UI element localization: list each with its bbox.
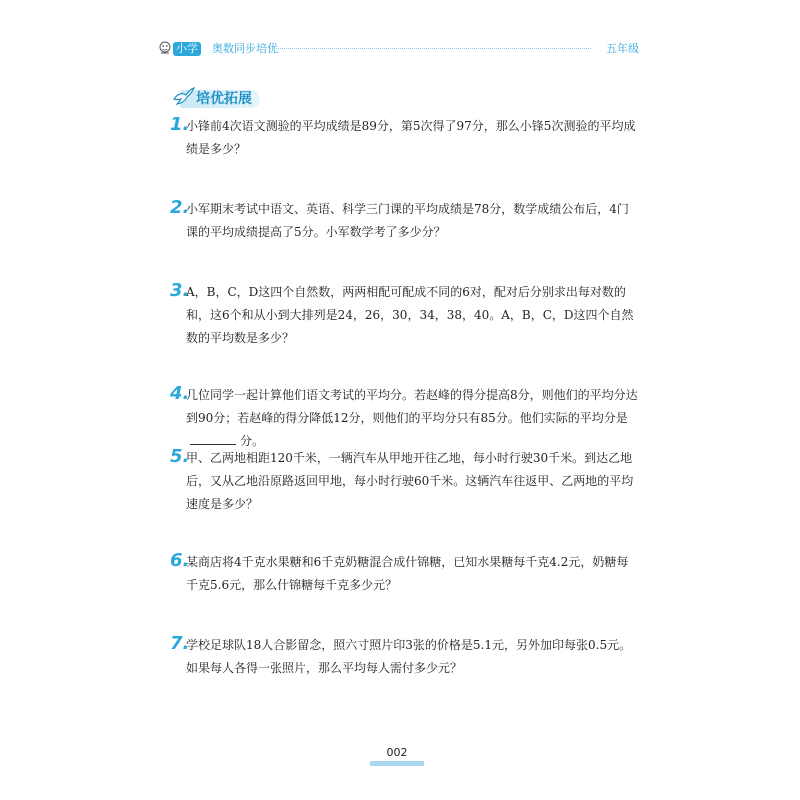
problem-text: 小军期末考试中语文、英语、科学三门课的平均成绩是78分，数学成绩公布后，4门课的平均成绩提高了5分。小军数学考了多少分？	[186, 202, 629, 239]
problem-6	[170, 551, 640, 597]
problem-3	[170, 281, 640, 350]
problem-number: 2.	[170, 197, 190, 218]
bird-icon	[172, 85, 196, 109]
problem-7	[170, 634, 640, 680]
problem-1	[170, 115, 640, 161]
problem-number: 3.	[170, 280, 190, 301]
problem-5	[170, 447, 640, 516]
header-divider	[269, 48, 591, 49]
problem-4	[170, 384, 640, 453]
problem-text-end: 分。	[240, 434, 265, 448]
problem-number: 6.	[170, 550, 190, 571]
series-title: 奥数同步培优	[212, 42, 278, 55]
problem-text: 某商店将4千克水果糖和6千克奶糖混合成什锦糖，已知水果糖每千克4.2元，奶糖每千克5.6元，那么什锦糖每千克多少元？	[186, 555, 629, 592]
footer-bar	[370, 761, 424, 766]
header-tag: 小学	[173, 42, 201, 56]
problem-text: 小锋前4次语文测验的平均成绩是89分，第5次得了97分，那么小锋5次测验的平均成绩是多少？	[186, 119, 636, 156]
page-number: 002	[386, 746, 408, 759]
section-title: 培优拓展	[196, 91, 252, 107]
problem-text: A，B，C，D这四个自然数，两两相配可配成不同的6对，配对后分别求出每对数的和，这6个和从小到大排列是24，26，30，34，38，40。A，B，C，D这四个自然数的平均数是多少？	[186, 285, 634, 345]
problem-number: 1.	[170, 114, 190, 135]
section-banner	[172, 85, 266, 111]
problem-text	[186, 384, 640, 453]
answer-blank[interactable]	[190, 432, 236, 445]
problem-text: 甲、乙两地相距120千米，一辆汽车从甲地开往乙地，每小时行驶30千米。到达乙地后，又从乙地沿原路返回甲地，每小时行驶60千米。这辆汽车往返甲、乙两地的平均速度是多少？	[186, 451, 634, 511]
problem-number: 7.	[170, 633, 190, 654]
problem-number: 4.	[170, 383, 190, 404]
problem-2	[170, 198, 640, 244]
grade-label: 五年级	[606, 42, 639, 55]
problem-text-body: 几位同学一起计算他们语文考试的平均分。若赵峰的得分提高8分，则他们的平均分达到90分；若赵峰的得分降低12分，则他们的平均分只有85分。他们实际的平均分是	[186, 388, 638, 425]
problem-text: 学校足球队18人合影留念，照六寸照片印3张的价格是5.1元，另外加印每张0.5元。如果每人各得一张照片，那么平均每人需付多少元？	[186, 638, 632, 675]
mascot-icon	[157, 40, 173, 56]
problem-number: 5.	[170, 446, 190, 467]
page-header	[157, 40, 639, 62]
